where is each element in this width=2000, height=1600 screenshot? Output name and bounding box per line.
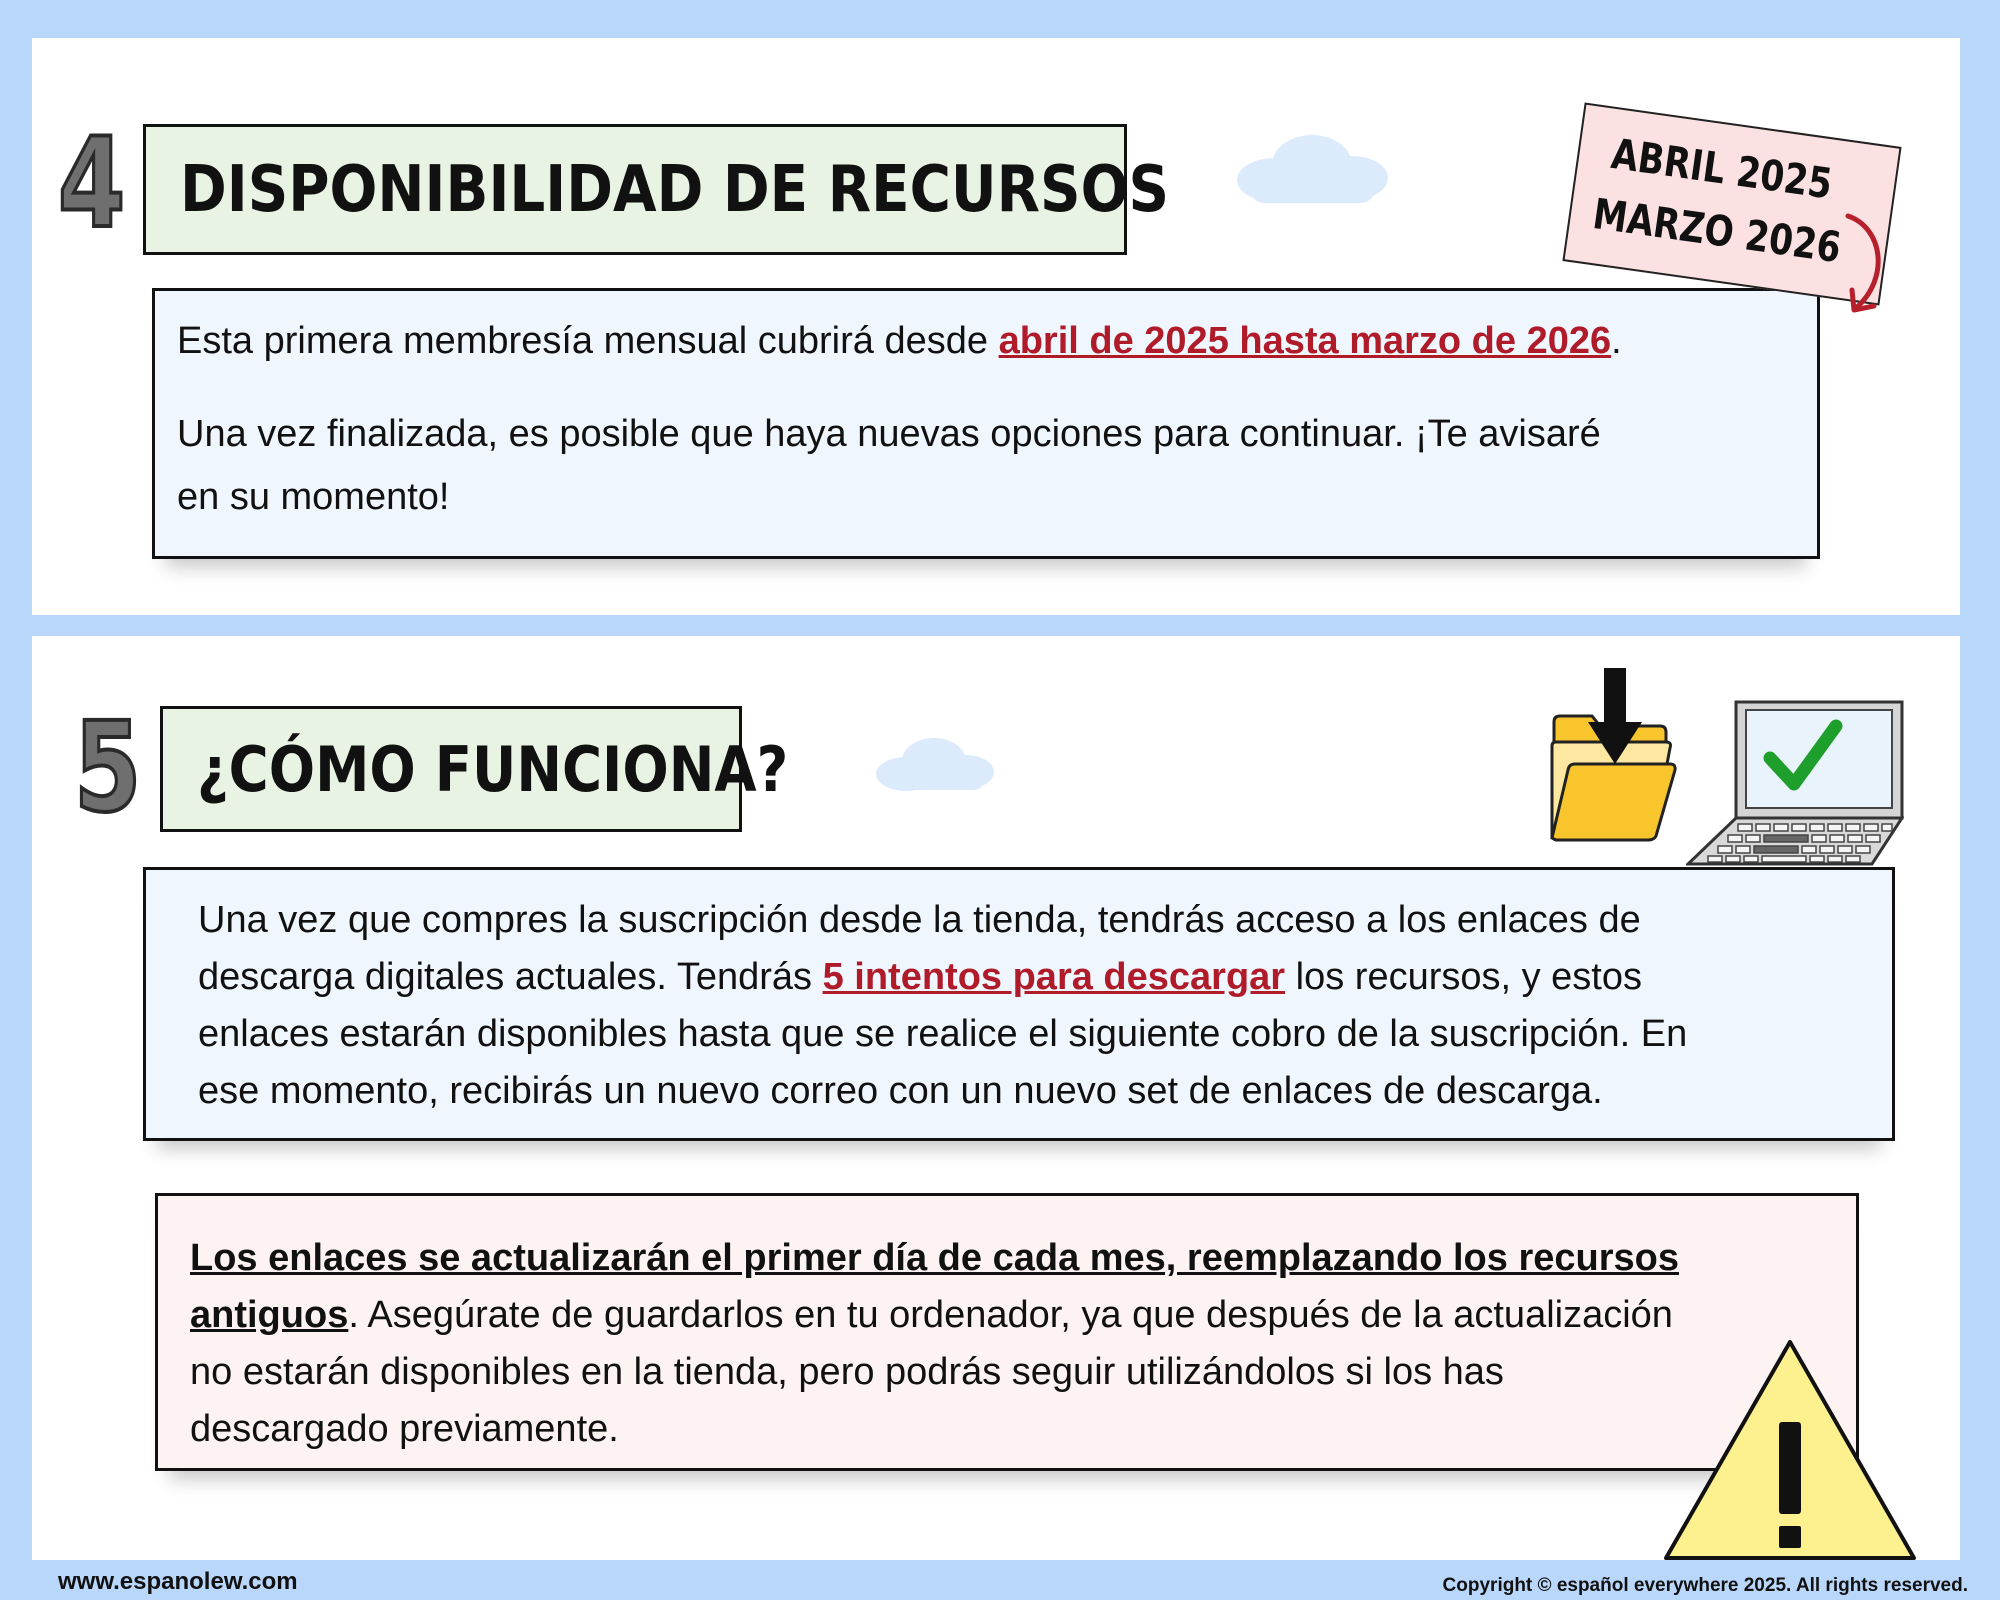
cloud-icon xyxy=(1230,130,1400,210)
section-5-box1-line-3: enlaces estarán disponibles hasta que se realice el siguiente cobro de la suscripción. En xyxy=(198,1013,1688,1055)
box2-line2-bold: antiguos xyxy=(190,1294,349,1336)
section-5-box2-line-3: no estarán disponibles en la tienda, pero podrás seguir utilizándolos si los has xyxy=(190,1351,1504,1393)
section-5-number: 5 xyxy=(74,696,142,840)
date-tag-end: MARZO 2026 xyxy=(1589,189,1844,273)
section-5-content-box xyxy=(143,867,1895,1141)
para1-text: Esta primera membresía mensual cubrirá desde xyxy=(177,320,999,362)
footer-copyright: Copyright © español everywhere 2025. All rights reserved. xyxy=(1442,1575,1968,1596)
section-5-box1-line-1: Una vez que compres la suscripción desde la tienda, tendrás acceso a los enlaces de xyxy=(198,899,1641,941)
box1-line2-rest: los recursos, y estos xyxy=(1285,956,1642,998)
box1-line2-text: descarga digitales actuales. Tendrás xyxy=(198,956,823,998)
download-folder-icon xyxy=(1548,664,1678,846)
section-5-title: ¿CÓMO FUNCIONA? xyxy=(197,732,789,806)
warning-triangle-icon xyxy=(1660,1336,1920,1564)
section-5-warning-box xyxy=(155,1193,1859,1471)
section-5-title-box xyxy=(160,706,789,832)
section-5-box1-line-4: ese momento, recibirás un nuevo correo con un nuevo set de enlaces de descarga. xyxy=(198,1070,1603,1112)
section-4-paragraph-1 xyxy=(177,313,1622,370)
download-attempts-link[interactable]: 5 intentos para descargar xyxy=(822,956,1286,998)
date-tag-start: ABRIL 2025 xyxy=(1608,129,1836,209)
box2-line2-rest: . Asegúrate de guardarlos en tu ordenador, ya que después de la actualización xyxy=(348,1294,1673,1336)
laptop-check-icon xyxy=(1686,700,1904,866)
para1-period: . xyxy=(1611,320,1622,362)
section-5-box1-line-2 xyxy=(198,949,1642,1006)
curved-arrow-icon xyxy=(1838,208,1898,318)
cloud-icon xyxy=(870,734,1000,796)
footer-website[interactable]: www.espanolew.com xyxy=(58,1568,298,1595)
section-5-box2-line-2 xyxy=(190,1287,1673,1344)
section-5-box2-line-4: descargado previamente. xyxy=(190,1408,619,1450)
section-5-box2-line-1: Los enlaces se actualizarán el primer día de cada mes, reemplazando los recursos xyxy=(190,1237,1679,1279)
section-4-paragraph-2-line-2: en su momento! xyxy=(177,476,450,518)
section-4-content-box xyxy=(152,288,1820,559)
section-4-paragraph-2-line-1: Una vez finalizada, es posible que haya nuevas opciones para continuar. ¡Te avisaré xyxy=(177,413,1601,455)
section-4-title-box xyxy=(143,124,1170,255)
date-range-link[interactable]: abril de 2025 hasta marzo de 2026 xyxy=(998,320,1612,362)
section-4-number: 4 xyxy=(58,112,126,256)
section-4-title: DISPONIBILIDAD DE RECURSOS xyxy=(180,152,1170,227)
